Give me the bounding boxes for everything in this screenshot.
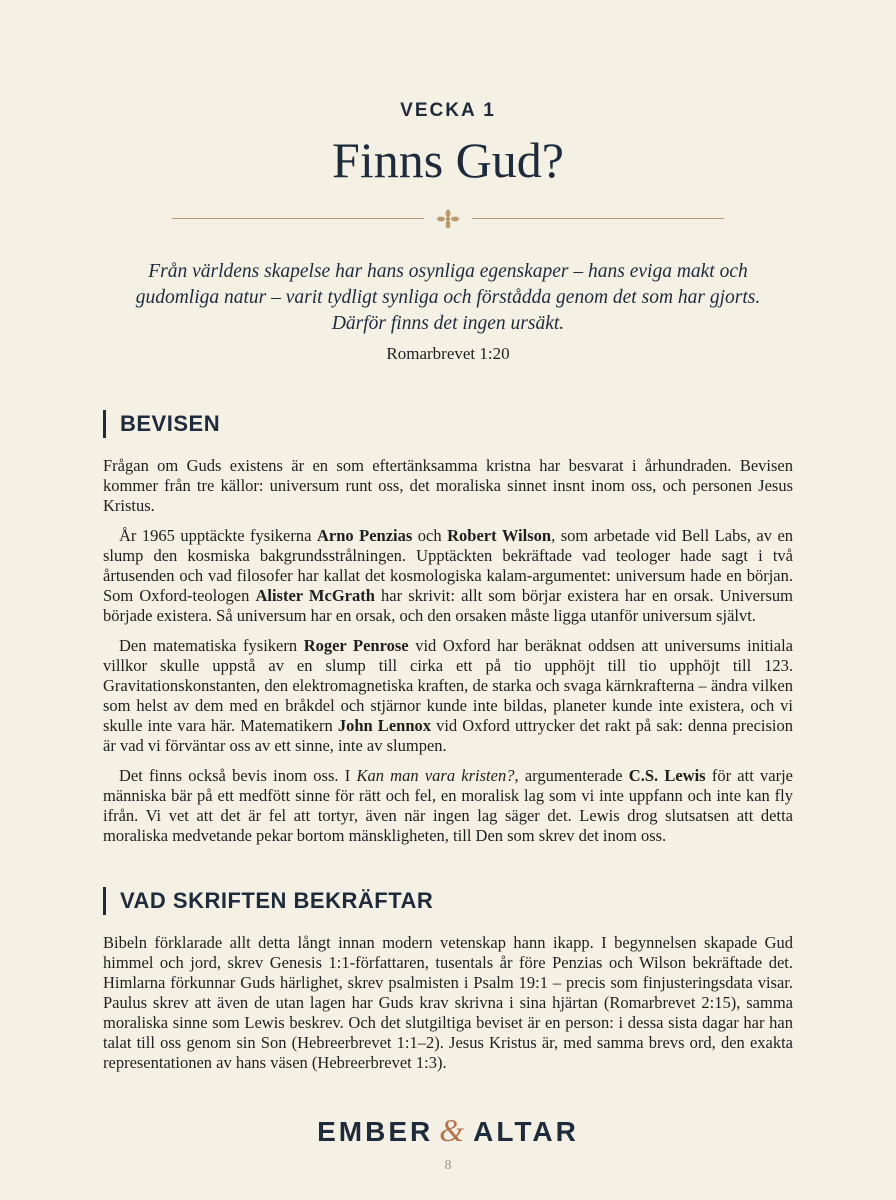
brand-word-right: ALTAR (473, 1116, 579, 1147)
text-run: för att varje människa bär på ett medfött sinne för rätt och fel, en moralisk lag som vi inte uppfann och inte kan fly ifrån. Vi vet att det är fel att tortyr, även när ingen lag säger det. Lewis drog slutsatsen att detta moraliska medvetande pekar bortom mänskligheten, till Den som skrev det inom oss. (103, 766, 793, 845)
text-run: Bibeln förklarade allt detta långt innan modern vetenskap hann ikapp. I begynnelsen skapade Gud himmel och jord, skrev Genesis 1:1-författaren, tusentals år före Penzias och Wilson bekräftade det. Himlarna förkunnar Guds härlighet, skrev psalmisten i Psalm 19:1 – precis som finjusteringsdata visar. Paulus skrev att även de utan lagen har Guds krav skrivna i sina hjärtan (Romarbrevet 2:15), samma moraliska sinne som Lewis beskrev. Och det slutgiltiga beviset är en person: i dessa sista dagar har han talat till oss genom sin Son (Hebreerbrevet 1:1–2). Jesus Kristus är, med samma brevs ord, den exakta representationen av hans väsen (Hebreerbrevet 1:3). (103, 933, 793, 1072)
bold-name: Arno Penzias (316, 526, 413, 545)
section-heading-scripture: VAD SKRIFTEN BEKRÄFTAR (103, 887, 433, 915)
brand-word-left: EMBER (317, 1116, 434, 1147)
divider-line-left (172, 218, 424, 219)
italic-title: Kan man vara kristen? (356, 766, 515, 785)
body-paragraph (103, 766, 793, 846)
body-paragraph (103, 456, 793, 516)
page-number: 8 (444, 1158, 452, 1173)
page-title: Finns Gud? (332, 132, 564, 188)
week-label: VECKA 1 (400, 100, 496, 121)
section-body-scripture (103, 933, 793, 1083)
text-run: År 1965 upptäckte fysikerna (119, 526, 317, 545)
bold-name: Roger Penrose (303, 636, 409, 655)
bold-name: Alister McGrath (255, 586, 375, 605)
text-run: har skrivit: allt som börjar existera har en orsak. Universum började existera. Så universum har en orsak, och den orsaken måste ligga utanför universum självt. (103, 586, 794, 625)
body-paragraph (103, 636, 793, 756)
body-paragraph (103, 526, 793, 626)
text-run: , argumenterade (514, 766, 629, 785)
section-heading-evidence: BEVISEN (103, 410, 220, 438)
body-paragraph (103, 933, 793, 1073)
epigraph-quote: Från världens skapelse har hans osynliga egenskaper – hans eviga makt och gudomliga natur – varit tydligt synliga och förstådda genom det som har gjorts. Därför finns det ingen ursäkt. (135, 261, 761, 334)
fleuron-icon (436, 209, 460, 229)
brand-ampersand: & (439, 1112, 468, 1148)
text-run: Den matematiska fysikern (119, 636, 304, 655)
bold-name: John Lennox (337, 716, 431, 735)
bold-name: C.S. Lewis (628, 766, 706, 785)
text-run: vid Oxford har beräknat oddsen att universums initiala villkor skulle uppstå av en slump till cirka ett på tio upphöjt till tio upphöjt till 123. Gravitationskonstanten, den elektromagnetiska kraften, de starka och svaga kärnkrafterna – ändra vilken som helst av dem med en bråkdel och stjärnor kunde inte bildas, planeter kunde inte existera, och vi skulle inte vara här. Matematikern (103, 636, 793, 735)
ornament-divider (172, 209, 724, 229)
text-run: , som arbetade vid Bell Labs, av en slump den kosmiska bakgrundsstrålningen. Upptäckten bekräftade vad teologer hade sagt i två årtusenden och vad filosofer har kallat det kosmologiska kalam-argumentet: universum hade en början. Som Oxford-teologen (103, 526, 794, 605)
section-body-evidence (103, 456, 793, 856)
text-run: och (412, 526, 448, 545)
divider-line-right (472, 218, 724, 219)
bold-name: Robert Wilson (447, 526, 552, 545)
text-run: vid Oxford uttrycker det rakt på sak: denna precision är vad vi förväntar oss av ett sinne, inte av slumpen. (103, 716, 793, 755)
brand-logo (0, 1112, 896, 1149)
epigraph-reference: Romarbrevet 1:20 (386, 344, 510, 363)
text-run: Det finns också bevis inom oss. I (119, 766, 357, 785)
text-run: Frågan om Guds existens är en som eftertänksamma kristna har besvarat i århundraden. Bevisen kommer från tre källor: universum runt oss, det moraliska sinnet insnt inom oss, och personen Jesus Kristus. (103, 456, 793, 515)
